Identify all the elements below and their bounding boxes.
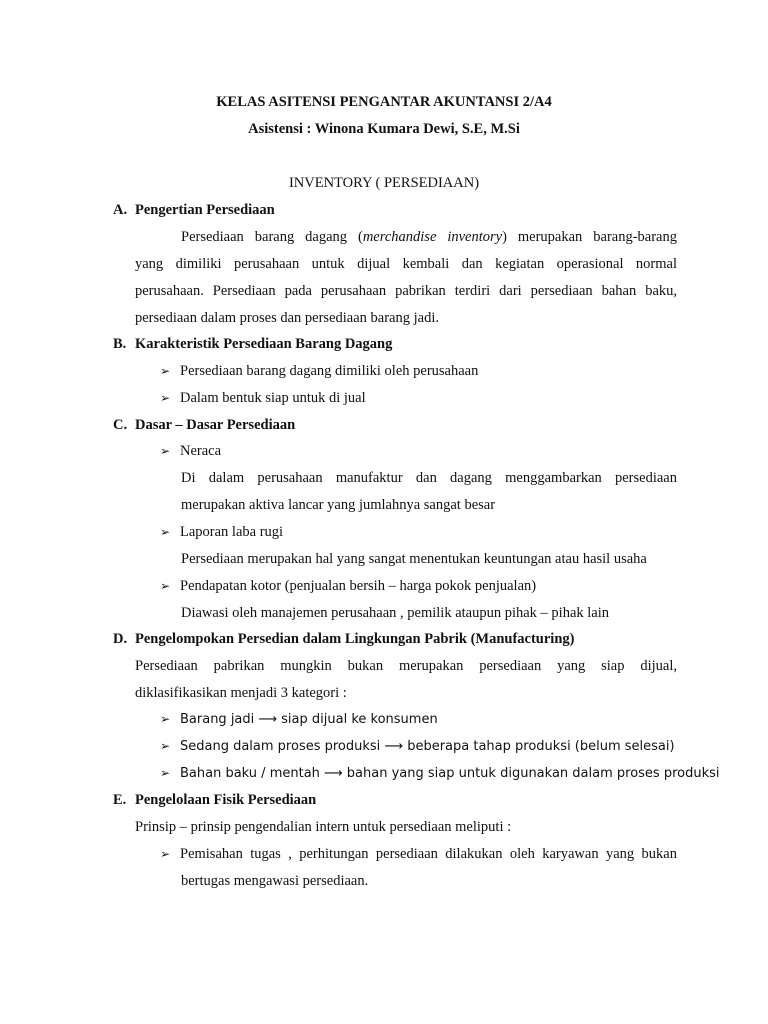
- list-item-description: Di dalam perusahaan manufaktur dan dagang menggambarkan persediaan: [181, 470, 677, 486]
- bullet-arrow-icon: ➢: [160, 739, 171, 753]
- list-item-text: Pendapatan kotor (penjualan bersih – harga pokok penjualan): [180, 578, 537, 594]
- section-a-heading: [113, 201, 275, 219]
- document-title: KELAS ASITENSI PENGANTAR AKUNTANSI 2/A4: [216, 94, 552, 110]
- section-d-paragraph-line-2: diklasifikasikan menjadi 3 kategori :: [135, 685, 347, 701]
- list-item-text: Dalam bentuk siap untuk di jual: [180, 390, 366, 406]
- list-item-text: Sedang dalam proses produksi ⟶ beberapa tahap produksi (belum selesai): [180, 739, 675, 754]
- section-e-heading: [113, 791, 316, 809]
- section-c-heading: [113, 416, 295, 434]
- section-a-paragraph-line-2: yang dimiliki perusahaan untuk dijual kembali dan kegiatan operasional normal: [135, 256, 677, 272]
- section-b-heading: [113, 335, 392, 353]
- list-item-text: Barang jadi ⟶ siap dijual ke konsumen: [180, 712, 438, 727]
- bullet-arrow-icon: ➢: [160, 579, 171, 593]
- section-d-heading: [113, 630, 574, 648]
- list-item: [160, 764, 720, 783]
- section-e-paragraph-line-1: Prinsip – prinsip pengendalian intern untuk persediaan meliputi :: [135, 819, 512, 835]
- topic-heading: INVENTORY ( PERSEDIAAN): [288, 175, 480, 191]
- list-item-description: Persediaan merupakan hal yang sangat menentukan keuntungan atau hasil usaha: [181, 551, 647, 567]
- section-b-title: Karakteristik Persediaan Barang Dagang: [135, 336, 393, 352]
- bullet-arrow-icon: ➢: [160, 364, 171, 378]
- section-a-paragraph-line-4: persediaan dalam proses dan persediaan barang jadi.: [135, 310, 439, 326]
- list-item-description: bertugas mengawasi persediaan.: [181, 873, 369, 889]
- list-item-text: Laporan laba rugi: [180, 524, 284, 540]
- section-d-title: Pengelompokan Persedian dalam Lingkungan Pabrik (Manufacturing): [135, 631, 575, 647]
- list-item: [160, 362, 478, 380]
- list-item: [160, 710, 438, 729]
- list-item: [160, 845, 677, 863]
- section-a-title: Pengertian Persediaan: [135, 202, 275, 218]
- bullet-arrow-icon: ➢: [160, 847, 171, 861]
- list-item-text: Pemisahan tugas , perhitungan persediaan dilakukan oleh karyawan yang bukan: [180, 846, 677, 862]
- list-item-description: Diawasi oleh manajemen perusahaan , pemilik ataupun pihak – pihak lain: [181, 605, 610, 621]
- section-c-title: Dasar – Dasar Persediaan: [135, 417, 296, 433]
- list-item: [160, 389, 366, 407]
- section-a-paragraph-line-3: perusahaan. Persediaan pada perusahaan pabrikan terdiri dari persediaan bahan baku,: [135, 283, 677, 299]
- section-e-title: Pengelolaan Fisik Persediaan: [135, 792, 317, 808]
- section-a-text-pre: Persediaan barang dagang (: [181, 229, 363, 245]
- bullet-arrow-icon: ➢: [160, 444, 171, 458]
- list-item-text: Bahan baku / mentah ⟶ bahan yang siap untuk digunakan dalam proses produksi: [180, 766, 720, 781]
- section-b-letter: B.: [113, 336, 127, 352]
- list-item: [160, 737, 675, 756]
- bullet-arrow-icon: ➢: [160, 525, 171, 539]
- list-item: [160, 523, 283, 541]
- section-a-italic-term: merchandise inventory: [362, 229, 503, 245]
- list-item-text: Neraca: [180, 443, 222, 459]
- list-item: [160, 442, 221, 460]
- bullet-arrow-icon: ➢: [160, 766, 171, 780]
- section-a-letter: A.: [113, 202, 128, 218]
- bullet-arrow-icon: ➢: [160, 712, 171, 726]
- section-a-text-post: ) merupakan barang-barang: [502, 229, 677, 245]
- section-c-letter: C.: [113, 417, 128, 433]
- document-subtitle: Asistensi : Winona Kumara Dewi, S.E, M.Si: [248, 121, 520, 137]
- bullet-arrow-icon: ➢: [160, 391, 171, 405]
- list-item: [160, 577, 536, 595]
- section-e-letter: E.: [113, 792, 127, 808]
- section-a-paragraph-line-1: [181, 228, 677, 246]
- list-item-text: Persediaan barang dagang dimiliki oleh perusahaan: [180, 363, 479, 379]
- section-d-paragraph-line-1: Persediaan pabrikan mungkin bukan merupakan persediaan yang siap dijual,: [135, 658, 677, 674]
- list-item-description: merupakan aktiva lancar yang jumlahnya sangat besar: [181, 497, 496, 513]
- section-d-letter: D.: [113, 631, 128, 647]
